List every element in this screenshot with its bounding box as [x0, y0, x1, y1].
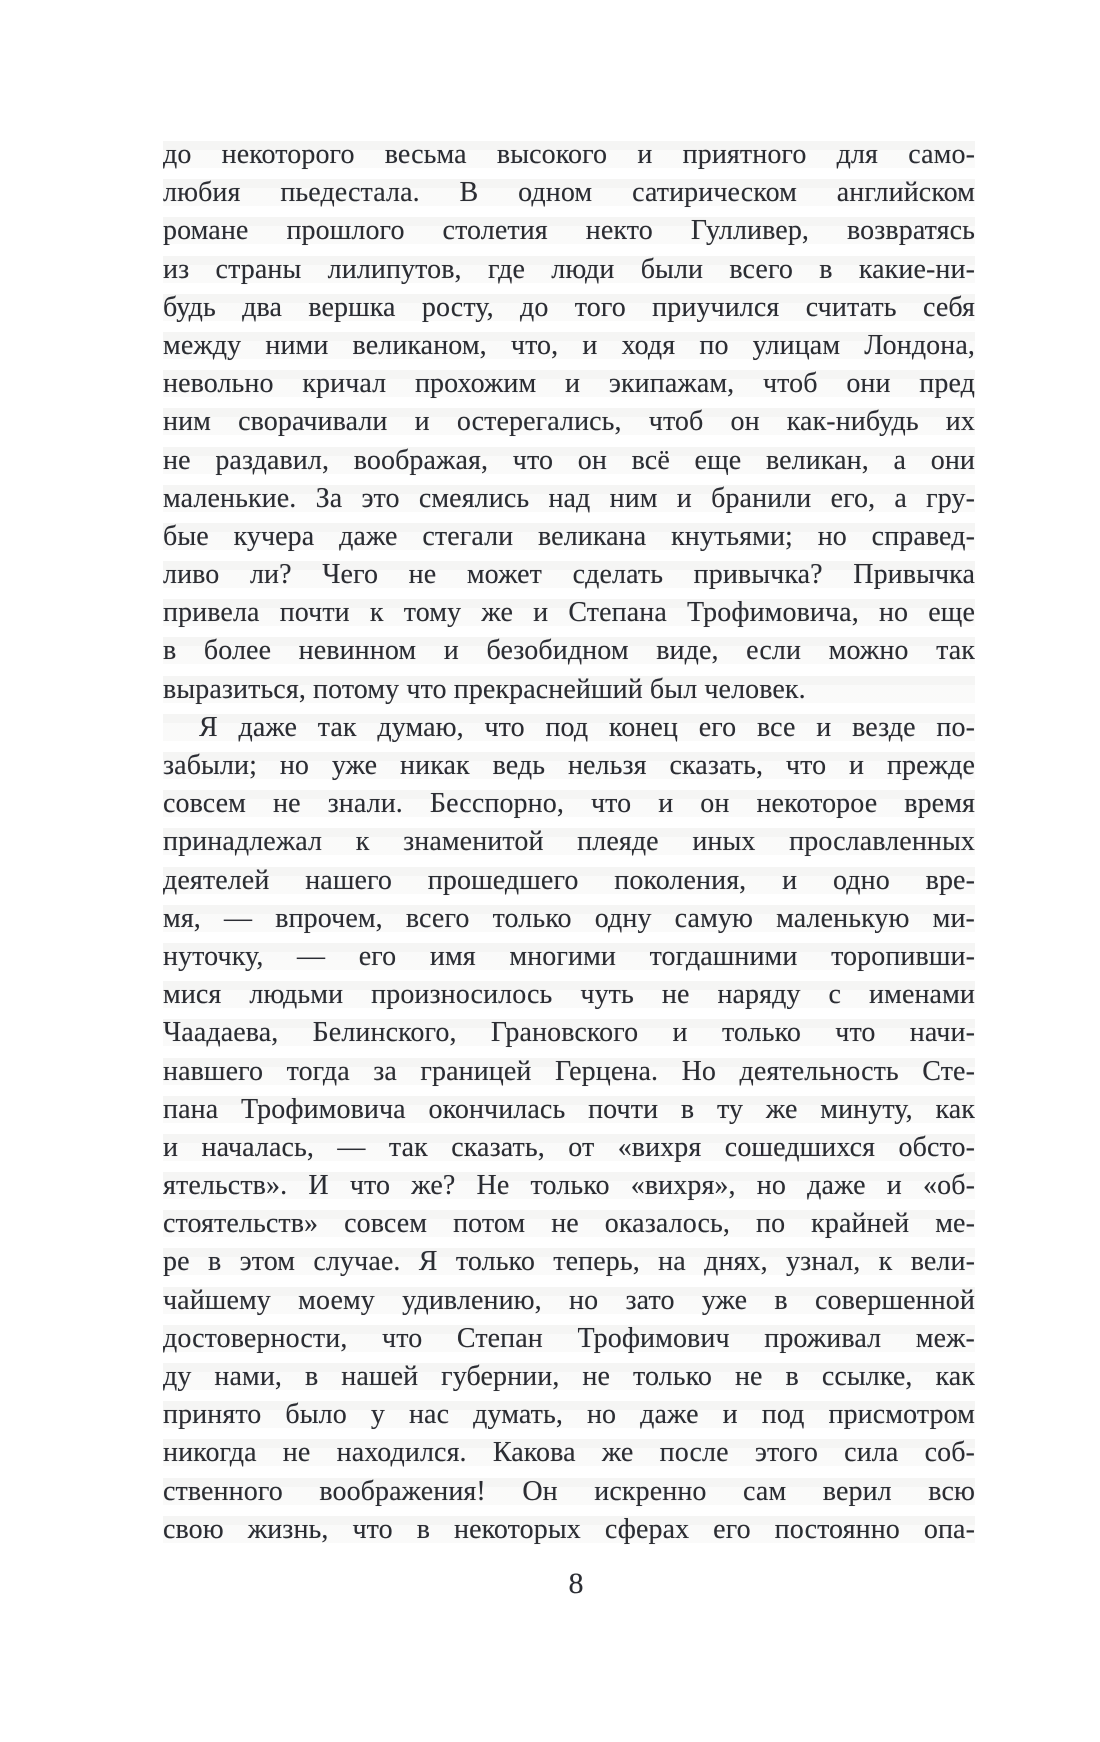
text-line: нуточку, — его имя многими тогдашними торопивши-: [163, 938, 975, 976]
text-line: ливо ли? Чего не может сделать привычка? Привычка: [163, 556, 975, 594]
page-text: [163, 136, 975, 1549]
text-line: ственного воображения! Он искренно сам верил всю: [163, 1473, 975, 1511]
paragraph: [163, 709, 975, 1549]
text-line: романе прошлого столетия некто Гулливер, возвратясь: [163, 212, 975, 250]
text-line: и началась, — так сказать, от «вихря сошедшихся обсто-: [163, 1129, 975, 1167]
text-line: ятельств». И что же? Не только «вихря», но даже и «об-: [163, 1167, 975, 1205]
text-line: привела почти к тому же и Степана Трофимовича, но еще: [163, 594, 975, 632]
page-number: 8: [568, 1567, 584, 1600]
text-line: Я даже так думаю, что под конец его все и везде по-: [163, 709, 975, 747]
text-line: достоверности, что Степан Трофимович проживал меж-: [163, 1320, 975, 1358]
text-line: будь два вершка росту, до того приучился считать себя: [163, 289, 975, 327]
text-line: деятелей нашего прошедшего поколения, и одно вре-: [163, 862, 975, 900]
text-line: забыли; но уже никак ведь нельзя сказать, что и прежде: [163, 747, 975, 785]
text-line: невольно кричал прохожим и экипажам, чтоб они пред: [163, 365, 975, 403]
text-line: принято было у нас думать, но даже и под присмотром: [163, 1396, 975, 1434]
text-line: никогда не находился. Какова же после этого сила соб-: [163, 1434, 975, 1472]
paragraph: [163, 136, 975, 709]
text-line: стоятельств» совсем потом не оказалось, по крайней ме-: [163, 1205, 975, 1243]
text-line: свою жизнь, что в некоторых сферах его постоянно опа-: [163, 1511, 975, 1549]
text-line: не раздавил, воображая, что он всё еще великан, а они: [163, 442, 975, 480]
text-line: из страны лилипутов, где люди были всего в какие-ни-: [163, 251, 975, 289]
text-line: чайшему моему удивлению, но зато уже в совершенной: [163, 1282, 975, 1320]
text-line: принадлежал к знаменитой плеяде иных прославленных: [163, 823, 975, 861]
text-line: бые кучера даже стегали великана кнутьями; но справед-: [163, 518, 975, 556]
text-line: пана Трофимовича окончилась почти в ту же минуту, как: [163, 1091, 975, 1129]
text-line: навшего тогда за границей Герцена. Но деятельность Сте-: [163, 1053, 975, 1091]
text-line: Чаадаева, Белинского, Грановского и только что начи-: [163, 1014, 975, 1052]
text-line: мися людьми произносилось чуть не наряду с именами: [163, 976, 975, 1014]
text-line: выразиться, потому что прекраснейший был человек.: [163, 671, 975, 709]
text-line: в более невинном и безобидном виде, если можно так: [163, 632, 975, 670]
text-line: между ними великаном, что, и ходя по улицам Лондона,: [163, 327, 975, 365]
text-line: любия пьедестала. В одном сатирическом английском: [163, 174, 975, 212]
text-line: маленькие. За это смеялись над ним и бранили его, а гру-: [163, 480, 975, 518]
text-line: ре в этом случае. Я только теперь, на днях, узнал, к вели-: [163, 1243, 975, 1281]
text-line: ним сворачивали и остерегались, чтоб он как-нибудь их: [163, 403, 975, 441]
text-line: ду нами, в нашей губернии, не только не в ссылке, как: [163, 1358, 975, 1396]
text-line: мя, — впрочем, всего только одну самую маленькую ми-: [163, 900, 975, 938]
text-line: совсем не знали. Бесспорно, что и он некоторое время: [163, 785, 975, 823]
text-line: до некоторого весьма высокого и приятного для само-: [163, 136, 975, 174]
